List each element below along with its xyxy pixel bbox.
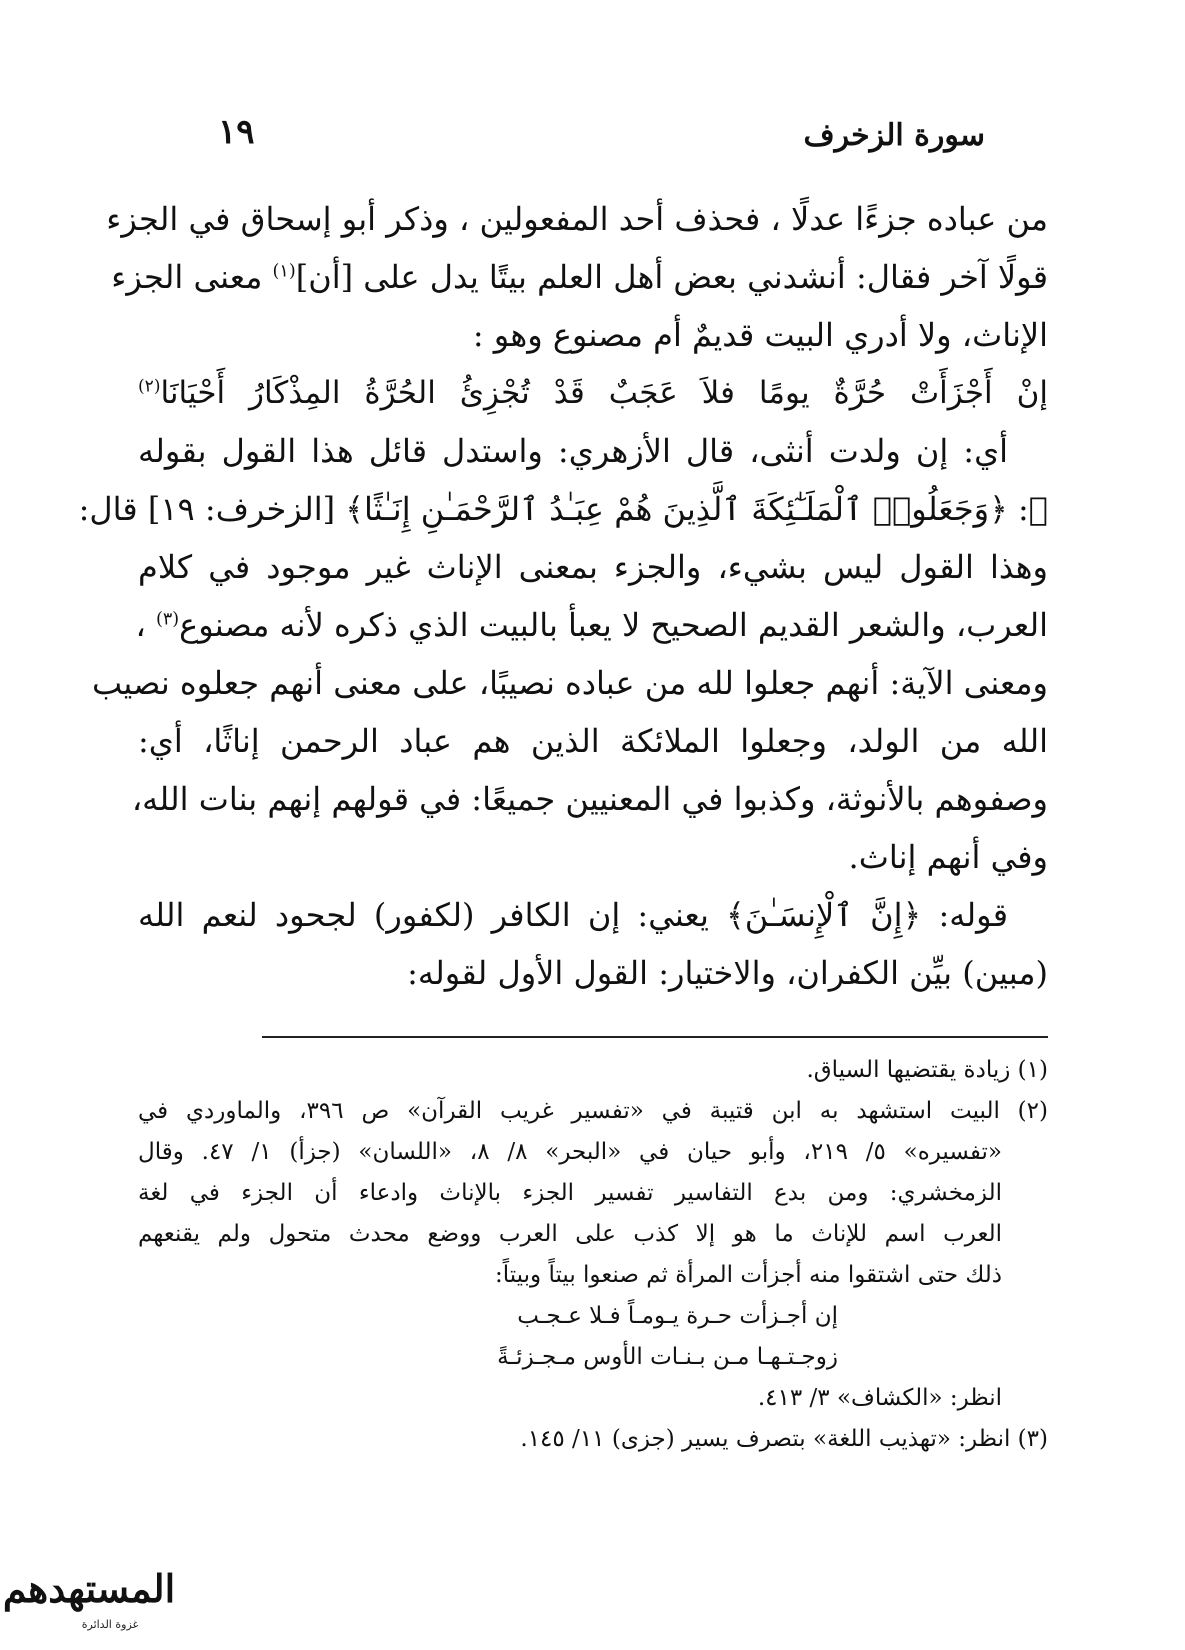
footnote-line: (١) زيادة يقتضيها السياق. [806, 1057, 1048, 1083]
publisher-logo [2, 1552, 176, 1636]
text-line [111, 248, 1048, 306]
footnote-line: انظر: «الكشاف» ٣/ ٤١٣. [757, 1385, 1002, 1411]
surah-title: سورة الزخرف [803, 118, 985, 153]
text-segment: العرب، والشعر القديم الصحيح لا يعبأ بالبيت الذي ذكره لأنه مصنوع [179, 606, 1048, 644]
text-line [135, 596, 1048, 654]
logo-text: المستهدهم [2, 1566, 176, 1611]
footnote-line: «تفسيره» ٥/ ٢١٩، وأبو حيان في «البحر» ٨/ ٨، «اللسان» (جزأ) ١/ ٤٧. وقال [138, 1139, 1002, 1165]
page-header [200, 112, 985, 172]
footnote-line: (٢) البيت استشهد به ابن قتيبة في «تفسير غريب القرآن» ص ٣٩٦، والماوردي في [138, 1098, 1048, 1124]
quran-citation-line: ﷺ: ﴿وَجَعَلُوا۟ ٱلْمَلَـٰٓئِكَةَ ٱلَّذِينَ هُمْ عِبَـٰدُ ٱلرَّحْمَـٰنِ إِنَـٰثًا﴾ [الزخرف: ١٩] قال: [78, 490, 1048, 528]
page-number: ١٩ [218, 112, 255, 152]
text-segment: إنْ أَجْزَأَتْ حُرَّةٌ يومًا فلاَ عَجَبٌ قَدْ تُجْزِئُ الحُرَّةُ المِذْكَارُ أَحْيَانَا [160, 375, 1048, 411]
footnote-divider [262, 1036, 1048, 1038]
footnote-line: العرب اسم للإناث ما هو إلا كذب على العرب ووضع محدث متحول ولم يقنعهم [138, 1221, 1002, 1247]
logo-subtext: غزوة الدائرة [81, 1618, 139, 1631]
footnote-ref[interactable]: (٢) [138, 376, 161, 397]
text-segment: معنى الجزء [111, 258, 273, 296]
text-line: قوله: ﴿إِنَّ ٱلْإِنسَـٰنَ﴾ يعني: إن الكافر (لكفور) لجحود لنعم الله [138, 896, 1009, 934]
footnote-ref[interactable]: (١) [272, 261, 296, 282]
text-line: الإناث، ولا أدري البيت قديمٌ أم مصنوع وهو : [472, 316, 1048, 354]
footnote-line: ذلك حتى اشتقوا منه أجزأت المرأة ثم صنعوا بيتاً وبيتاً: [494, 1262, 1002, 1288]
text-segment: قولًا آخر فقال: أنشدني بعض أهل العلم بيتًا يدل على [أن] [295, 258, 1048, 296]
footnotes [138, 1050, 1048, 1460]
main-text [78, 190, 1048, 1002]
footnote-line: (٣) انظر: «تهذيب اللغة» بتصرف يسير (جزى) ١١/ ١٤٥. [520, 1426, 1048, 1452]
text-line: أي: إن ولدت أنثى، قال الأزهري: واستدل قائل هذا القول بقوله [138, 432, 1008, 470]
text-line: وفي أنهم إناث. [848, 838, 1048, 876]
footnote-poem-line: زوجـتـهـا مـن بـنـات الأوس مـجـزئـةً [497, 1344, 838, 1370]
text-line: الله من الولد، وجعلوا الملائكة الذين هم عباد الرحمن إناثًا، أي: [138, 722, 1048, 760]
text-line: (مبين) بيِّن الكفران، والاختيار: القول الأول لقوله: [407, 954, 1048, 992]
text-line: وهذا القول ليس بشيء، والجزء بمعنى الإناث غير موجود في كلام [138, 548, 1048, 586]
text-line: وصفوهم بالأنوثة، وكذبوا في المعنيين جميعًا: في قولهم إنهم بنات الله، [131, 780, 1048, 818]
footnote-ref[interactable]: (٣) [155, 609, 180, 630]
footnote-poem-line: إن أجـزأت حـرة يـومـاً فـلا عـجـب [517, 1303, 838, 1329]
text-line: ومعنى الآية: أنهم جعلوا لله من عباده نصيبًا، على معنى أنهم جعلوه نصيب [92, 664, 1048, 702]
footnote-line: الزمخشري: ومن بدع التفاسير تفسير الجزء بالإناث وادعاء أن الجزء في لغة [138, 1180, 1002, 1206]
text-segment: ، [135, 606, 156, 644]
poem-verse [138, 364, 1048, 422]
text-line: من عباده جزءًا عدلًا ، فحذف أحد المفعولين ، وذكر أبو إسحاق في الجزء [106, 200, 1048, 238]
